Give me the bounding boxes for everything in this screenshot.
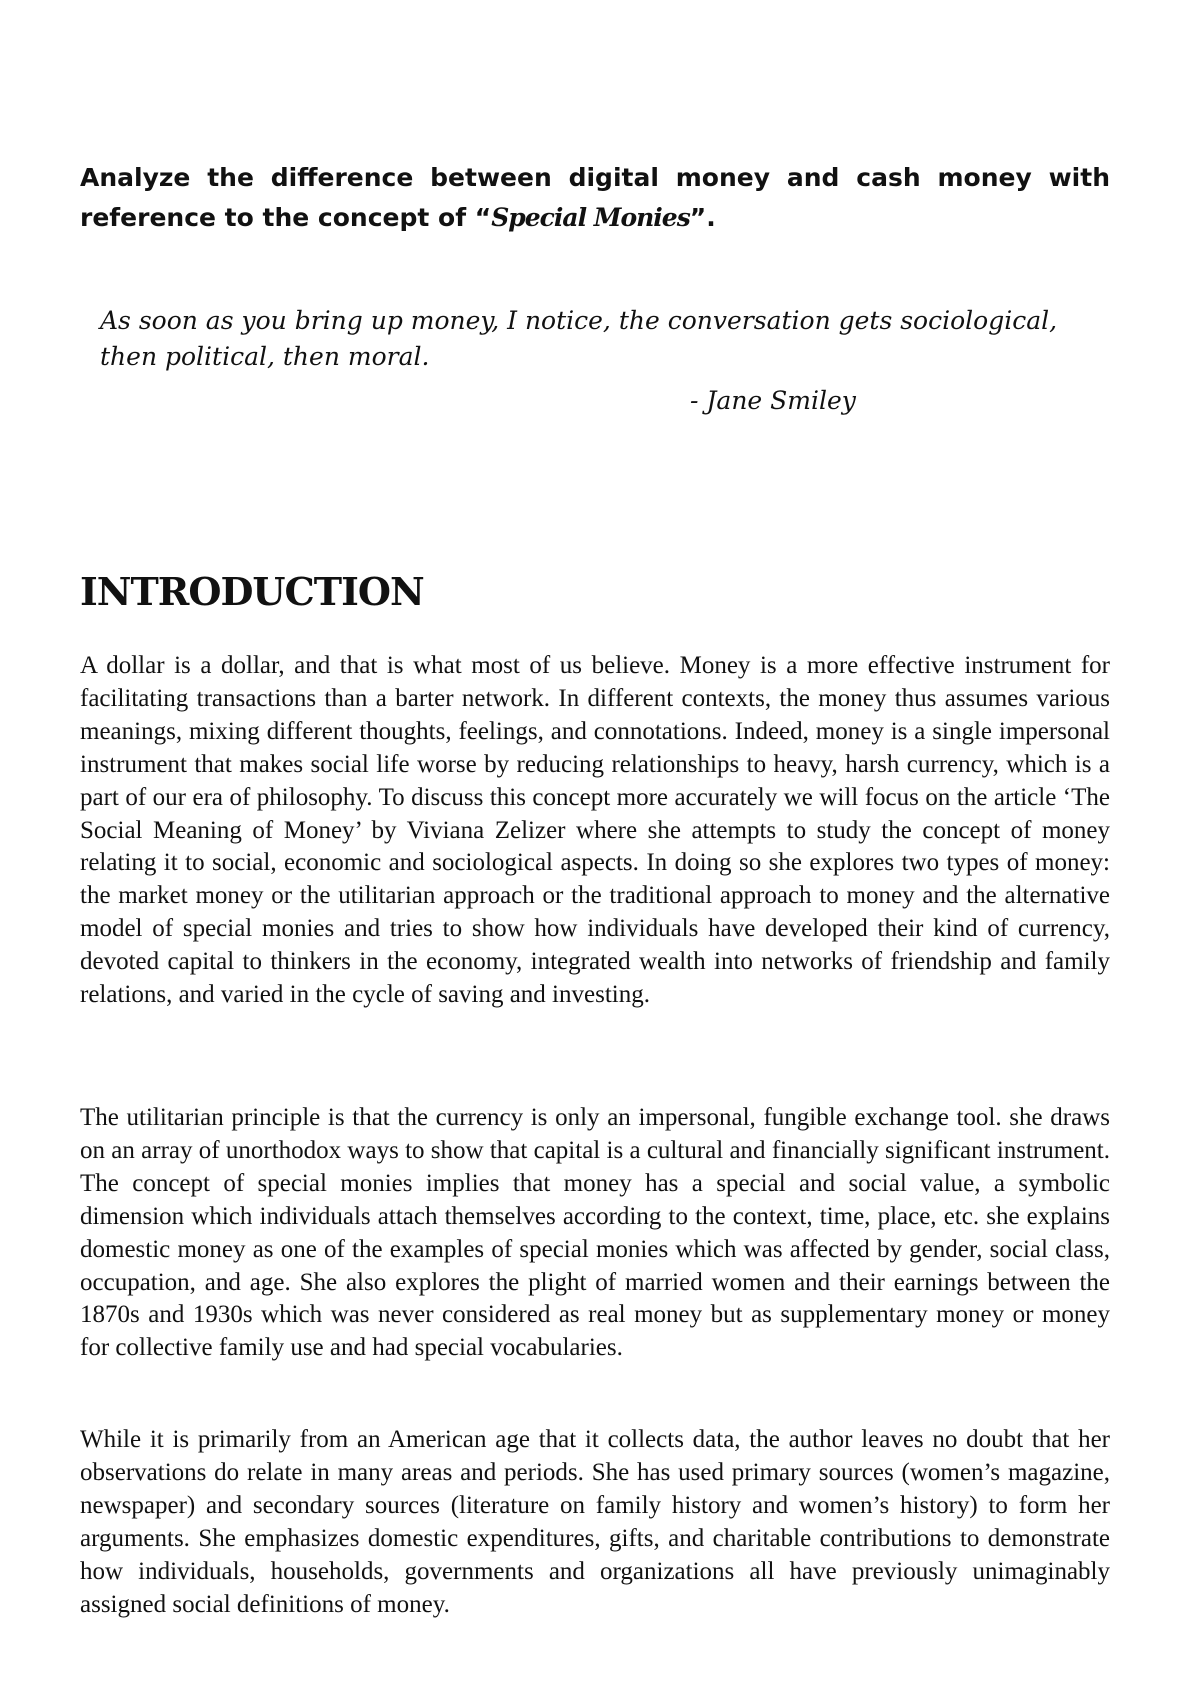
essay-question [80,158,1110,238]
essay-question-suffix: ”. [689,203,716,232]
special-monies-term: Special Monies [491,203,690,232]
body-paragraph: The utilitarian principle is that the currency is only an impersonal, fungible exchange tool. she draws on an array of unorthodox ways to show that capital is a cultural and financially significant instrument. The concept of special monies implies that money has a special and social value, a symbolic dimension which individuals attach themselves according to the context, time, place, etc. she explains domestic money as one of the examples of special monies which was affected by gender, social class, occupation, and age. She also explores the plight of married women and their earnings between the 1870s and 1930s which was never considered as real money but as supplementary money or money for collective family use and had special vocabularies. [80,1104,1110,1362]
body-paragraph: A dollar is a dollar, and that is what most of us believe. Money is a more effective instrument for facilitating transactions than a barter network. In different contexts, the money thus assumes various meanings, mixing different thoughts, feelings, and connotations. Indeed, money is a single impersonal instrument that makes social life worse by reducing relationships to heavy, harsh currency, which is a part of our era of philosophy. To discuss this concept more accurately we will focus on the article ‘The Social Meaning of Money’ by Viviana Zelizer where she attempts to study the concept of money relating it to social, economic and sociological aspects. In doing so she explores two types of money: the market money or the utilitarian approach or the traditional approach to money and the alternative model of special monies and tries to show how individuals have developed their kind of currency, devoted capital to thinkers in the economy, integrated wealth into networks of friendship and family relations, and varied in the cycle of saving and investing. [80,652,1110,1009]
epigraph-quote: As soon as you bring up money, I notice, the conversation gets sociological, then political, then moral. [100,306,1058,371]
essay-question-prefix: Analyze the difference between digital money and cash money with reference to the concept of “ [80,163,1110,232]
introduction-heading: INTRODUCTION [80,569,424,614]
epigraph-author: - Jane Smiley [690,386,856,415]
body-paragraph: While it is primarily from an American age that it collects data, the author leaves no doubt that her observations do relate in many areas and periods. She has used primary sources (women’s magazine, newspaper) and secondary sources (literature on family history and women’s history) to form her arguments. She emphasizes domestic expenditures, gifts, and charitable contributions to demonstrate how individuals, households, governments and organizations all have previously unimaginably assigned social definitions of money. [80,1426,1110,1618]
